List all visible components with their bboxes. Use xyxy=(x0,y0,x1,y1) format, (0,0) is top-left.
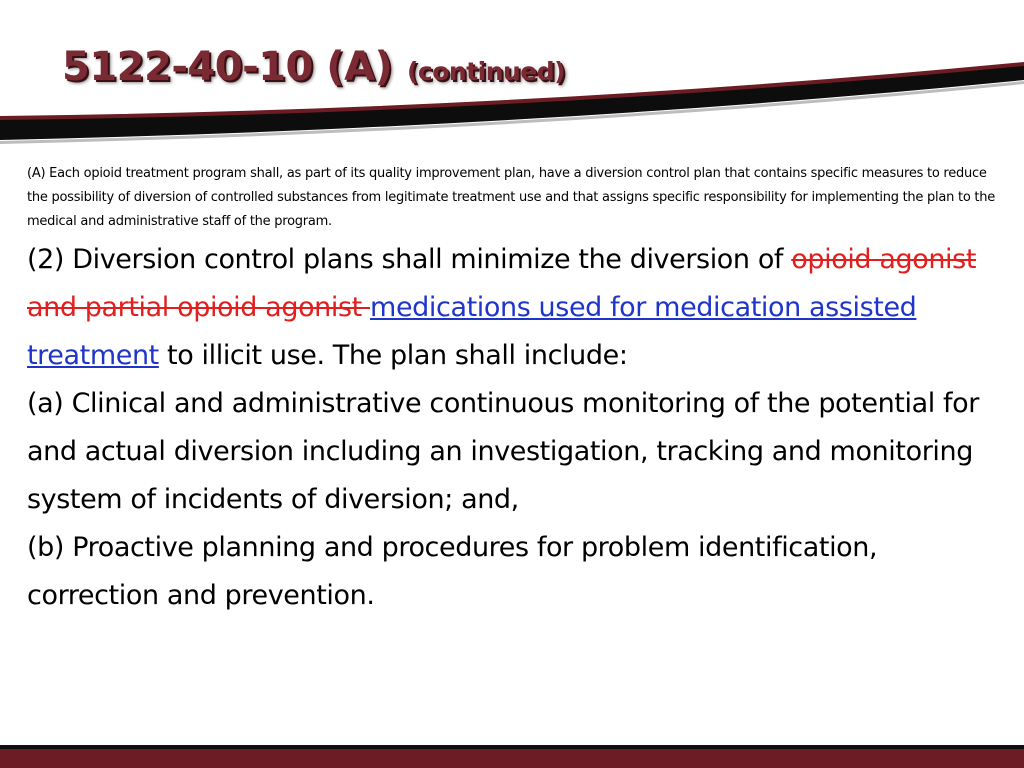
slide-content xyxy=(27,162,1007,620)
title-subtitle: (continued) xyxy=(406,57,566,86)
slide-header xyxy=(0,0,1024,150)
paragraph-2-end: to illicit use. The plan shall include: xyxy=(158,340,628,371)
inserted-text: medications used for medication assisted treatment xyxy=(27,292,917,371)
title-main: 5122-40-10 (A) xyxy=(62,44,393,90)
paragraph-2-start: (2) Diversion control plans shall minimize the diversion of xyxy=(27,244,792,275)
item-a: (a) Clinical and administrative continuous monitoring of the potential for and actual diversion including an investigation, tracking and monitoring system of incidents of diversion; and, xyxy=(27,388,979,515)
intro-paragraph: (A) Each opioid treatment program shall, as part of its quality improvement plan, have a diversion control plan that contains specific measures to reduce the possibility of diversion of controlled substances from legitimate treatment use and that assigns specific responsibility for implementing the plan to the medical and administrative staff of the program. xyxy=(27,166,996,229)
slide-title xyxy=(62,44,565,90)
footer-bar xyxy=(0,745,1024,768)
struck-text: opioid agonist and partial opioid agonist xyxy=(27,244,977,323)
paragraph-2 xyxy=(27,236,1007,380)
item-b: (b) Proactive planning and procedures for problem identification, correction and prevention. xyxy=(27,532,878,611)
